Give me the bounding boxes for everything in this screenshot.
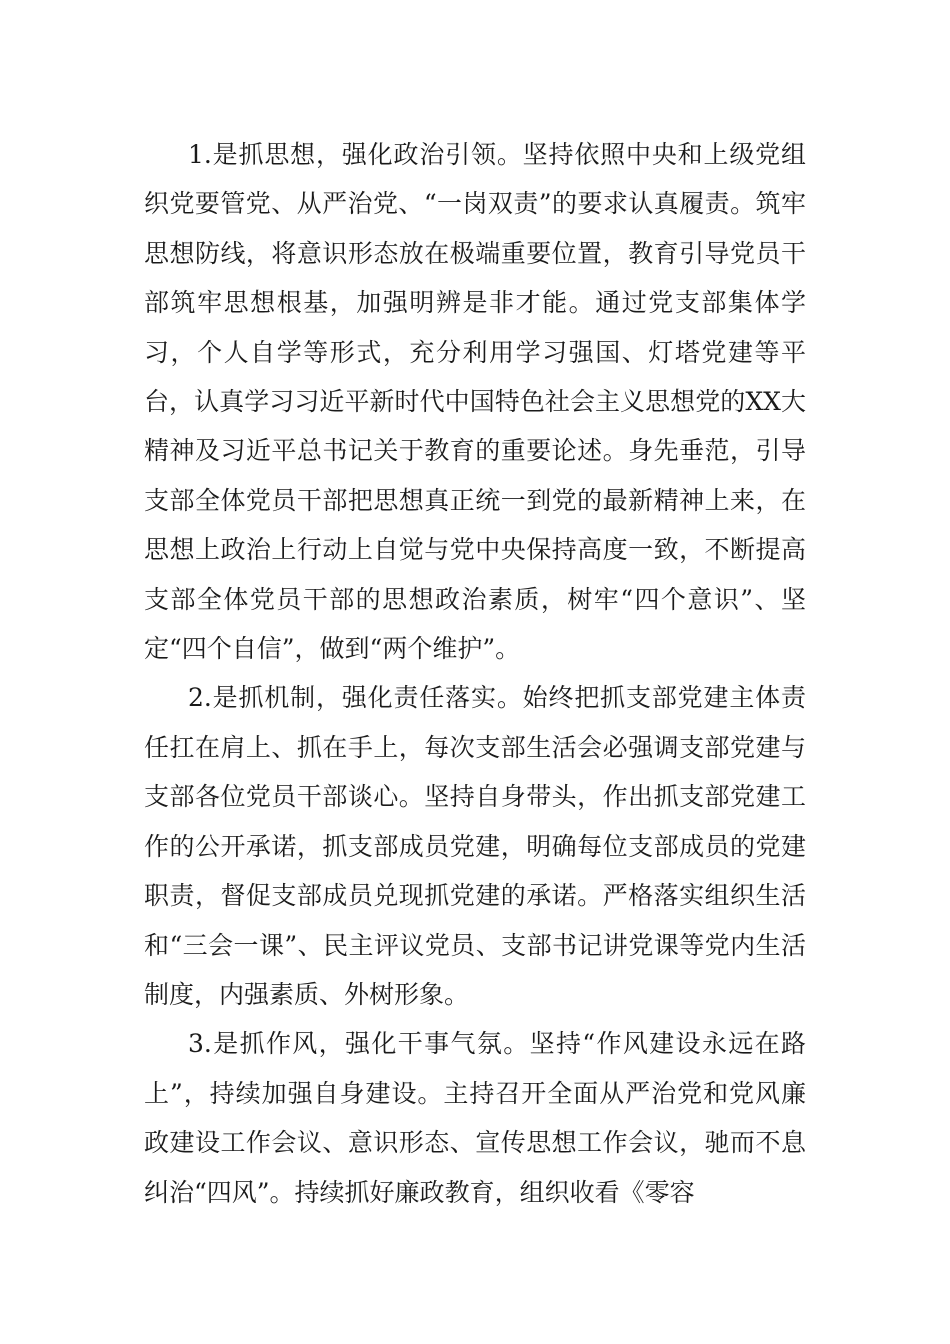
paragraph-work-style: 3.是抓作风，强化干事气氛。坚持“作风建设永远在路上”，持续加强自身建设。主持召开全面从严治党和党风廉政建设工作会议、意识形态、宣传思想工作会议，驰而不息纠治“四风”。持续抓好廉政教育，组织收看《零容 [144, 1029, 806, 1207]
paragraph-mechanism-responsibility: 2.是抓机制，强化责任落实。始终把抓支部党建主体责任扛在肩上、抓在手上，每次支部生活会必强调支部党建与支部各位党员干部谈心。坚持自身带头，作出抓支部党建工作的公开承诺，抓支部成员党建，明确每位支部成员的党建职责，督促支部成员兑现抓党建的承诺。严格落实组织生活和“三会一课”、民主评议党员、支部书记讲党课等党内生活制度，内强素质、外树形象。 [144, 683, 806, 1009]
document-body [144, 130, 806, 1217]
paragraph-thought-guidance: 1.是抓思想，强化政治引领。坚持依照中央和上级党组织党要管党、从严治党、“一岗双责”的要求认真履责。筑牢思想防线，将意识形态放在极端重要位置，教育引导党员干部筑牢思想根基，加强明辨是非才能。通过党支部集体学习，个人自学等形式，充分利用学习强国、灯塔党建等平台，认真学习习近平新时代中国特色社会主义思想党的XX大精神及习近平总书记关于教育的重要论述。身先垂范，引导支部全体党员干部把思想真正统一到党的最新精神上来，在思想上政治上行动上自觉与党中央保持高度一致，不断提高支部全体党员干部的思想政治素质，树牢“四个意识”、坚定“四个自信”，做到“两个维护”。 [144, 140, 806, 664]
